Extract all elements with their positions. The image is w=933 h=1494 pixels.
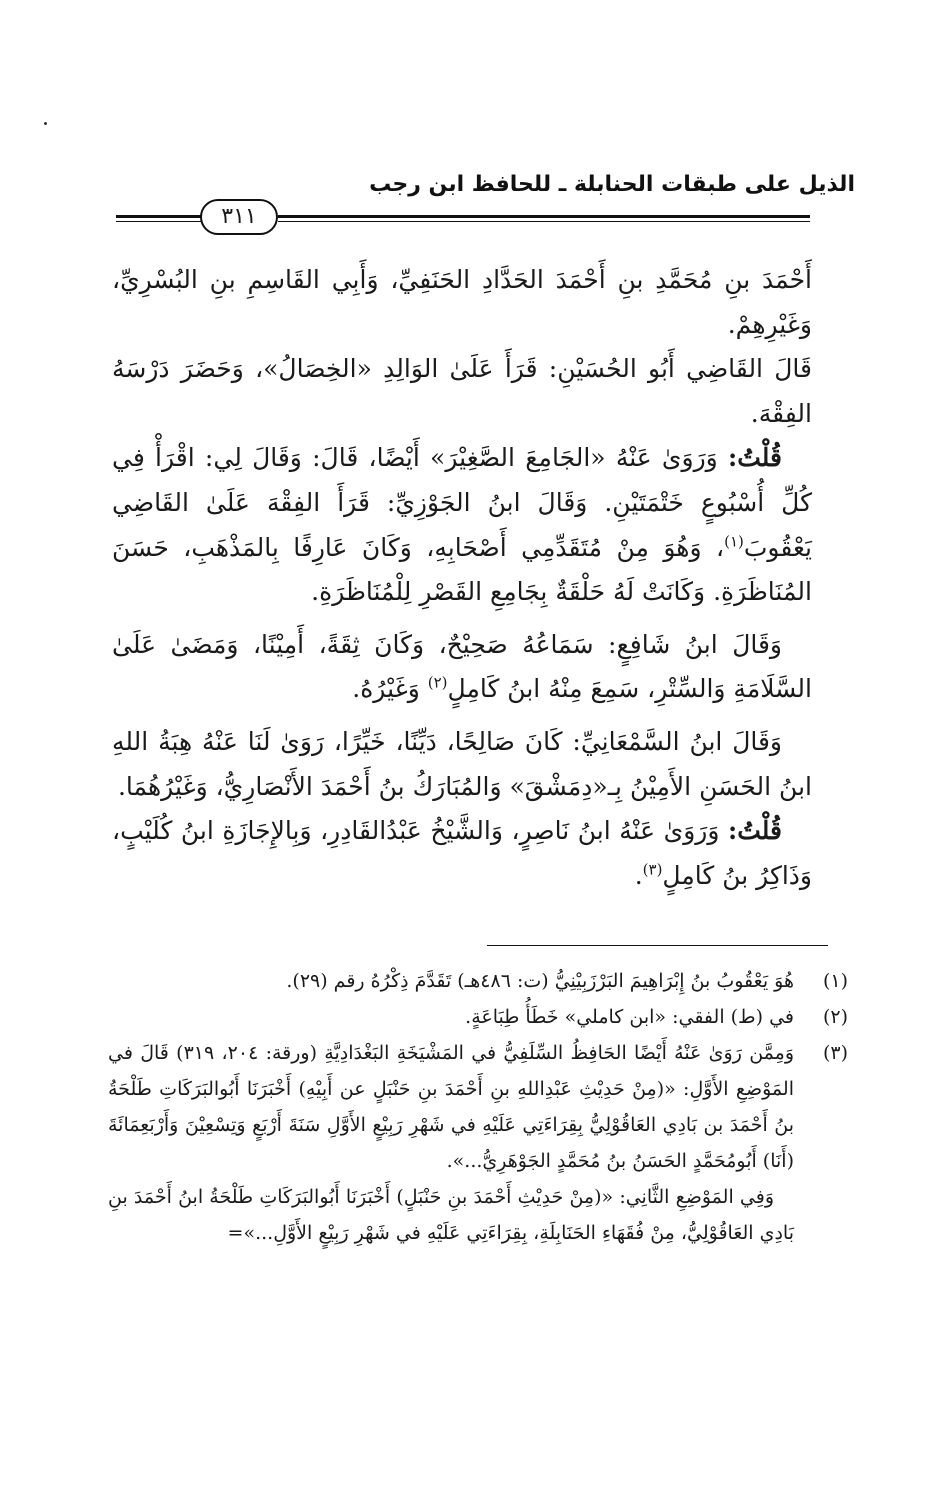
paragraph-2: قَالَ القَاضِي أَبُو الحُسَيْنِ: قَرَأَ عَلَىٰ الوَالِدِ «الخِصَالُ»، وَحَضَرَ دَرْسَهُ الفِقْهَ.	[112, 354, 812, 428]
paragraph-4-part-a: وَقَالَ ابنُ شَافِعٍ: سَمَاعُهُ صَحِيْحٌ، وَكَانَ ثِقَةً، أَمِيْنًا، وَمَضَىٰ عَلَىٰ السَّلَامَةِ وَالسِّتْرِ، سَمِعَ مِنْهُ ابنُ كَامِلٍ	[112, 629, 812, 704]
footnote-number: (١)	[822, 970, 848, 992]
header-rule-left-thin	[116, 221, 202, 222]
footnote-ref-3[interactable]: (٣)	[642, 860, 663, 879]
footnote-body	[108, 999, 808, 1035]
footnote-3	[108, 1035, 848, 1251]
footnote-number: (٣)	[822, 1042, 848, 1064]
qultu-keyword: قُلْتُ:	[728, 443, 783, 473]
page-number: ٣١١	[200, 199, 278, 235]
footnote-line: وَفِي المَوْضِعِ الثَّانِي: «(مِنْ حَدِيْثِ أَحْمَدَ بنِ حَنْبَلٍ) أَخْبَرَنَا أَبُوالبَرَكَاتِ طَلْحَةُ ابنُ أَحْمَدَ بنِ بَادِي العَاقُوْلِيُّ، مِنْ فُقَهَاءِ الحَنَابِلَةِ، بِقِرَاءَتِي عَلَيْهِ في شَهْرِ رَبِيْعٍ الأَوَّلِ...»=	[108, 1186, 794, 1244]
header-rule-left	[116, 215, 202, 218]
footnote-line: هُوَ يَعْقُوبُ بنُ إِبْرَاهِيمَ البَرْزَبِيْنِيُّ (ت: ٤٨٦هـ) تَقَدَّمَ ذِكْرُهُ رقم (٢٩).	[286, 970, 794, 992]
footnote-separator	[487, 945, 828, 946]
paragraph-5: وَقَالَ ابنُ السَّمْعَانِيِّ: كَانَ صَالِحًا، دَيِّنًا، خَيِّرًا، رَوَىٰ لَنَا عَنْهُ هِبَةُ اللهِ ابنُ الحَسَنِ الأَمِيْنُ بِـ«دِمَشْقَ» وَالمُبَارَكُ بنُ أَحْمَدَ الأَنْصَارِيُّ، وَغَيْرُهُمَا.	[112, 726, 812, 801]
footnote-2	[108, 999, 848, 1035]
qultu-keyword: قُلْتُ:	[727, 816, 782, 846]
footnote-1	[108, 963, 848, 999]
footnote-ref-1[interactable]: (١)	[724, 532, 744, 551]
paragraph-3	[112, 436, 812, 614]
paragraph-6-part-a: وَرَوَىٰ عَنْهُ ابنُ نَاصِرٍ، وَالشَّيْخُ عَبْدُالقَادِرِ، وَبِالإِجَازَةِ ابنُ كُلَيْبٍ، وَذَاكِرُ بنُ كَامِلٍ	[112, 816, 812, 890]
paragraph-6-part-b: .	[634, 860, 643, 890]
header-rule-right	[278, 215, 810, 218]
paragraph-4-part-b: وَغَيْرُهُ.	[352, 674, 428, 704]
paragraph-3-part-b: ، وَهُوَ مِنْ مُتَقَدِّمِي أَصْحَابِهِ، وَكَانَ عَارِفًا بِالمَذْهَبِ، حَسَنَ المُنَاظَرَةِ. وَكَانَتْ لَهُ حَلْقَةٌ بِجَامِعِ القَصْرِ لِلْمُنَاظَرَةِ.	[112, 532, 812, 607]
scan-speck	[44, 122, 47, 125]
paragraph-1: أَحْمَدَ بنِ مُحَمَّدِ بنِ أَحْمَدَ الحَدَّادِ الحَنَفِيِّ، وَأَبِي القَاسِمِ بنِ البُسْرِيِّ، وَغَيْرِهِمْ.	[112, 265, 812, 339]
footnote-body	[108, 1035, 808, 1251]
header-rule-right-thin	[278, 221, 810, 222]
paragraph-3-part-a: وَرَوَىٰ عَنْهُ «الجَامِعَ الصَّغِيْرَ» أَيْضًا، قَالَ: وَقَالَ لِي: اقْرَأْ فِي كُلِّ أُسْبُوعٍ خَتْمَتَيْنِ. وَقَالَ ابنُ الجَوْزِيِّ: قَرَأَ الفِقْهَ عَلَىٰ القَاضِي يَعْقُوبَ	[112, 443, 812, 562]
footnote-line: في (ط) الفقي: «ابن كاملي» خَطَأُ طِبَاعَةٍ.	[465, 1006, 794, 1028]
footnote-number: (٢)	[822, 1006, 848, 1028]
footnote-ref-2[interactable]: (٢)	[427, 674, 448, 693]
footnotes	[108, 963, 848, 1251]
footnote-body	[108, 963, 808, 999]
paragraph-6	[112, 809, 812, 898]
paragraph-4	[112, 623, 812, 712]
running-title: الذيل على طبقات الحنابلة ـ للحافظ ابن رجب	[369, 172, 855, 197]
main-text	[112, 258, 812, 898]
footnote-line: وَمِمَّن رَوَىٰ عَنْهُ أَيْضًا الحَافِظُ السِّلَفِيُّ في المَشْيَخَةِ البَغْدَادِيَّةِ (ورقة: ٢٠٤، ٣١٩) قَالَ في المَوْضِعِ الأَوَّلِ: «(مِنْ حَدِيْثِ عَبْدِاللهِ بنِ أَحْمَدَ بنِ حَنْبَلٍ عن أَبِيْهِ) أَخْبَرَنَا أَبُوالبَرَكَاتِ طَلْحَةُ بنُ أَحْمَدَ بن بَادِي العَاقُوْلِيُّ بِقِرَاءَتِي عَلَيْهِ في شَهْرِ رَبِيْعٍ الأَوَّلِ سَنَةَ أَرْبَعٍ وَتِسْعِيْنَ وَأَرْبَعِمَائَةَ (أَنَا) أَبُومُحَمَّدٍ الحَسَنُ بنُ مُحَمَّدٍ الجَوْهَرِيُّ...».	[108, 1042, 795, 1172]
